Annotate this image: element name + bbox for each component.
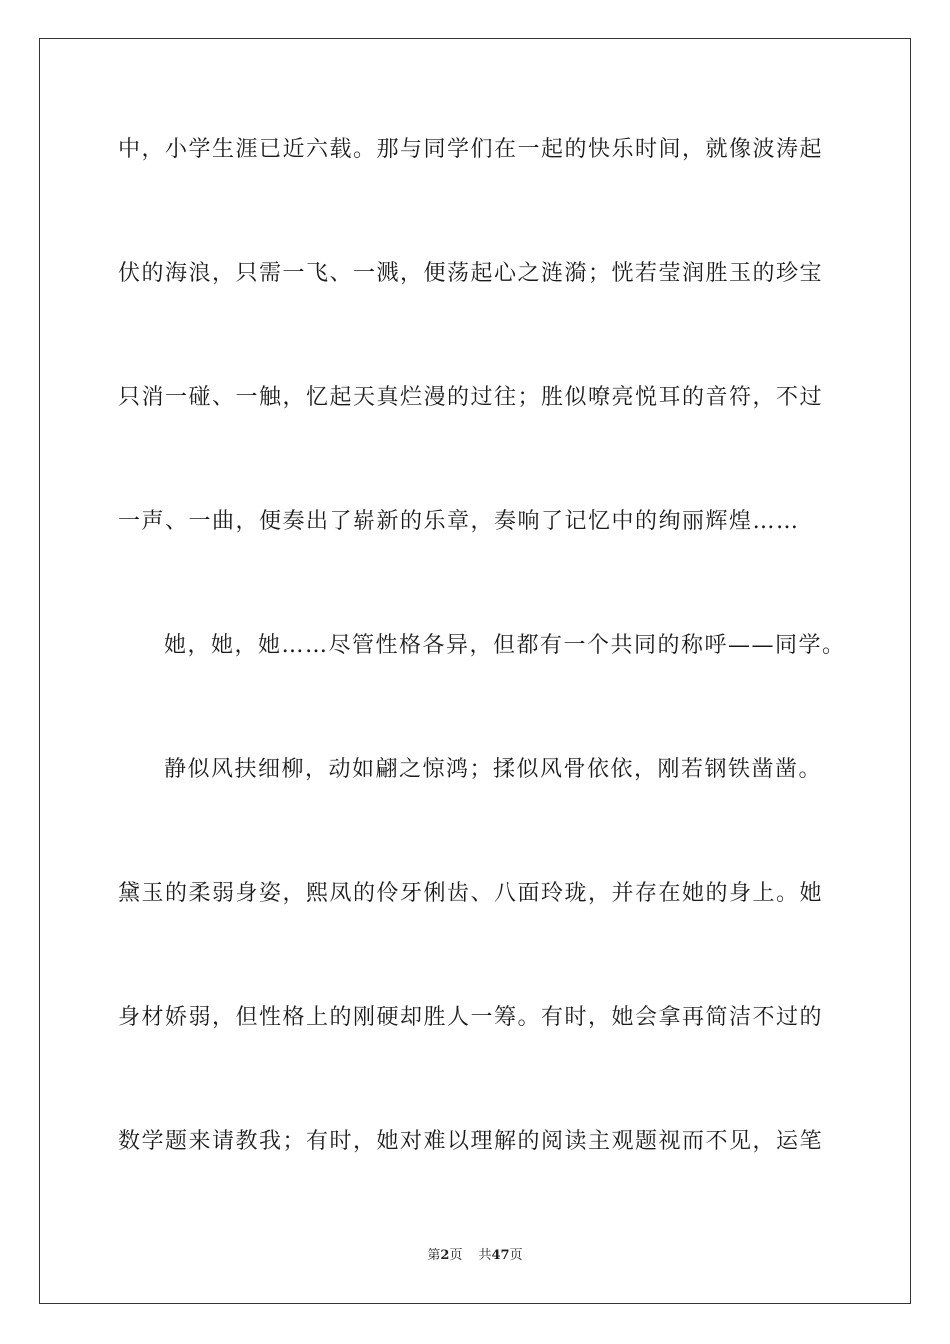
page-frame <box>39 38 911 1304</box>
paragraph-line-9: 数学题来请教我；有时，她对难以理解的阅读主观题视而不见，运笔 <box>118 1129 824 1154</box>
paragraph-line-3: 只消一碰、一触，忆起天真烂漫的过往；胜似嘹亮悦耳的音符，不过 <box>118 385 824 410</box>
paragraph-line-5: 她，她，她……尽管性格各异，但都有一个共同的称呼——同学。 <box>164 633 846 658</box>
page-footer <box>0 1247 950 1265</box>
paragraph-line-8: 身材娇弱，但性格上的刚硬却胜人一筹。有时，她会拿再简洁不过的 <box>118 1005 824 1030</box>
paragraph-line-2: 伏的海浪，只需一飞、一溅，便荡起心之涟漪；恍若莹润胜玉的珍宝 <box>118 261 824 286</box>
page-indicator: 第2页 <box>427 1248 463 1263</box>
total-pages-indicator: 共47页 <box>478 1248 523 1263</box>
paragraph-line-7: 黛玉的柔弱身姿，熙凤的伶牙俐齿、八面玲珑，并存在她的身上。她 <box>118 881 824 906</box>
paragraph-line-1: 中，小学生涯已近六载。那与同学们在一起的快乐时间，就像波涛起 <box>118 137 824 162</box>
paragraph-line-6: 静似风扶细柳，动如翩之惊鸿；揉似风骨依依，刚若钢铁凿凿。 <box>164 757 823 782</box>
paragraph-line-4: 一声、一曲，便奏出了崭新的乐章，奏响了记忆中的绚丽辉煌…… <box>118 509 800 534</box>
